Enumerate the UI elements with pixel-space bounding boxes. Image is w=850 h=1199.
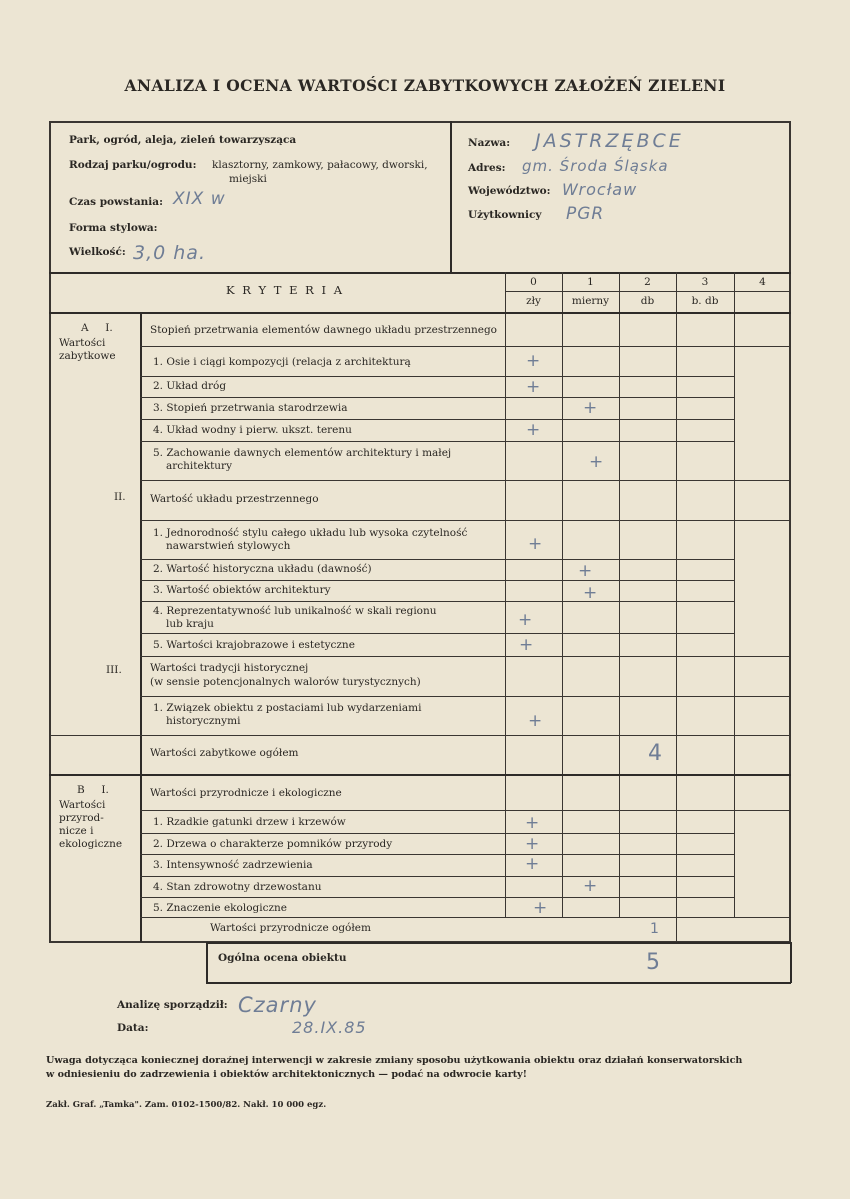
section-b-summary: Wartości przyrodnicze ogółem [210, 922, 371, 934]
criterion-a2-4: 4. Reprezentatywność lub unikalność w skali regionu [153, 605, 437, 617]
nazwa-label: Nazwa: [468, 137, 511, 149]
section-a-code: A I. [81, 322, 113, 334]
czas-label: Czas powstania: [69, 196, 163, 208]
uzytkownicy-label: Użytkownicy [468, 209, 542, 221]
section-b-code: B I. [77, 784, 109, 796]
mark-a2-4: + [518, 610, 533, 630]
mark-b-3: + [525, 854, 540, 874]
analiza-value: Czarny [238, 993, 317, 1017]
mark-a1-1: + [526, 351, 541, 371]
score-2-word: db [640, 295, 655, 307]
group1-title: Stopień przetrwania elementów dawnego układu przestrzennego [150, 324, 497, 336]
criterion-a3-1-cont: historycznymi [166, 715, 241, 727]
mark-a1-4: + [526, 420, 541, 440]
park-label: Park, ogród, aleja, zieleń towarzysząca [69, 134, 297, 146]
criterion-a3-1: 1. Związek obiektu z postaciami lub wydarzeniami [153, 702, 422, 714]
data-value: 28.IX.85 [292, 1018, 367, 1037]
analiza-label: Analizę sporządził: [117, 999, 228, 1011]
criterion-a2-1-cont: nawarstwień stylowych [166, 540, 291, 552]
wojewodztwo-label: Województwo: [468, 185, 551, 197]
mark-a2-1: + [528, 534, 543, 554]
section-b-name-2: przyrod- [59, 812, 104, 824]
mark-a2-3: + [583, 583, 598, 603]
score-0-num: 0 [530, 276, 537, 288]
score-3-word: b. db [691, 295, 719, 307]
section-a-summary-value: 4 [648, 741, 663, 766]
section-b-summary-value: 1 [650, 921, 660, 937]
criterion-a2-1: 1. Jednorodność stylu całego układu lub wysoka czytelność [153, 527, 468, 539]
score-4-num: 4 [759, 276, 766, 288]
section-b-name-1: Wartości [59, 799, 106, 811]
criterion-b-4: 4. Stan zdrowotny drzewostanu [153, 881, 322, 893]
criterion-a1-2: 2. Układ dróg [153, 380, 227, 392]
rodzaj-options: klasztorny, zamkowy, pałacowy, dworski, [212, 159, 428, 171]
criterion-b-1: 1. Rzadkie gatunki drzew i krzewów [153, 816, 346, 828]
section-a-summary: Wartości zabytkowe ogółem [150, 747, 299, 759]
mark-a2-2: + [578, 561, 593, 581]
mark-b-5: + [533, 898, 548, 918]
adres-value: gm. Środa Śląska [522, 157, 669, 175]
criterion-a1-5: 5. Zachowanie dawnych elementów architektury i małej [153, 447, 452, 459]
kryteria-label: K R Y T E R I A [226, 283, 345, 297]
mark-b-1: + [525, 813, 540, 833]
section-a-name-2: zabytkowe [59, 350, 116, 362]
adres-label: Adres: [468, 162, 506, 174]
rodzaj-label: Rodzaj parku/ogrodu: [69, 159, 197, 171]
rodzaj-options-2: miejski [229, 173, 267, 185]
group3-title-2: (w sensie potencjonalnych walorów turystycznych) [150, 676, 421, 688]
czas-value: XIX w [173, 189, 226, 209]
score-1-num: 1 [587, 276, 594, 288]
uzytkownicy-value: PGR [566, 204, 605, 224]
criterion-b-2: 2. Drzewa o charakterze pomników przyrody [153, 838, 393, 850]
group2-roman: II. [114, 491, 126, 503]
notice-line-2: w odniesieniu do zadrzewienia i obiektów architektonicznych — podać na odwrocie karty! [46, 1069, 527, 1080]
form-title: ANALIZA I OCENA WARTOŚCI ZABYTKOWYCH ZAŁOŻEŃ ZIELENI [124, 76, 726, 95]
criterion-a2-2: 2. Wartość historyczna układu (dawność) [153, 563, 372, 575]
mark-b-4: + [583, 876, 598, 896]
notice-line-1: Uwaga dotycząca koniecznej doraźnej interwencji w zakresie zmiany sposobu użytkowania obiektu oraz działań konserwatorskich [46, 1055, 743, 1066]
score-2-num: 2 [644, 276, 651, 288]
section-b-group-title: Wartości przyrodnicze i ekologiczne [150, 787, 342, 799]
criterion-a2-5: 5. Wartości krajobrazowe i estetyczne [153, 639, 355, 651]
group3-roman: III. [106, 664, 122, 676]
criterion-a1-1: 1. Osie i ciągi kompozycji (relacja z architekturą [153, 356, 411, 368]
printer-info: Zakł. Graf. „Tamka". Zam. 0102-1500/82. Nakł. 10 000 egz. [46, 1100, 327, 1110]
criterion-b-3: 3. Intensywność zadrzewienia [153, 859, 313, 871]
mark-a1-2: + [526, 377, 541, 397]
overall-value: 5 [646, 950, 661, 975]
criterion-a1-4: 4. Układ wodny i pierw. ukszt. terenu [153, 424, 352, 436]
mark-a3-1: + [528, 711, 543, 731]
criterion-a2-3: 3. Wartość obiektów architektury [153, 584, 331, 596]
criterion-a1-5-cont: architektury [166, 460, 233, 472]
section-a-name-1: Wartości [59, 337, 106, 349]
criterion-a2-4-cont: lub kraju [166, 618, 214, 630]
score-3-num: 3 [701, 276, 709, 288]
score-1-word: mierny [571, 295, 610, 307]
criterion-b-5: 5. Znaczenie ekologiczne [153, 902, 288, 914]
wojewodztwo-value: Wrocław [562, 180, 638, 199]
section-b-name-4: ekologiczne [59, 838, 123, 850]
score-0-word: zły [526, 295, 541, 307]
group3-title-1: Wartości tradycji historycznej [150, 662, 309, 674]
group2-title: Wartość układu przestrzennego [150, 493, 319, 505]
forma-label: Forma stylowa: [69, 222, 158, 234]
data-label: Data: [117, 1022, 149, 1034]
criterion-a1-3: 3. Stopień przetrwania starodrzewia [153, 402, 348, 414]
overall-label: Ogólna ocena obiektu [218, 952, 347, 964]
wielkosc-value: 3,0 ha. [133, 242, 206, 264]
mark-a1-5: + [589, 452, 604, 472]
section-b-name-3: nicze i [59, 825, 94, 837]
mark-a1-3: + [583, 398, 598, 418]
mark-a2-5: + [519, 635, 534, 655]
wielkosc-label: Wielkość: [69, 246, 126, 258]
mark-b-2: + [525, 834, 540, 854]
nazwa-value: JASTRZĘBCE [535, 130, 684, 152]
